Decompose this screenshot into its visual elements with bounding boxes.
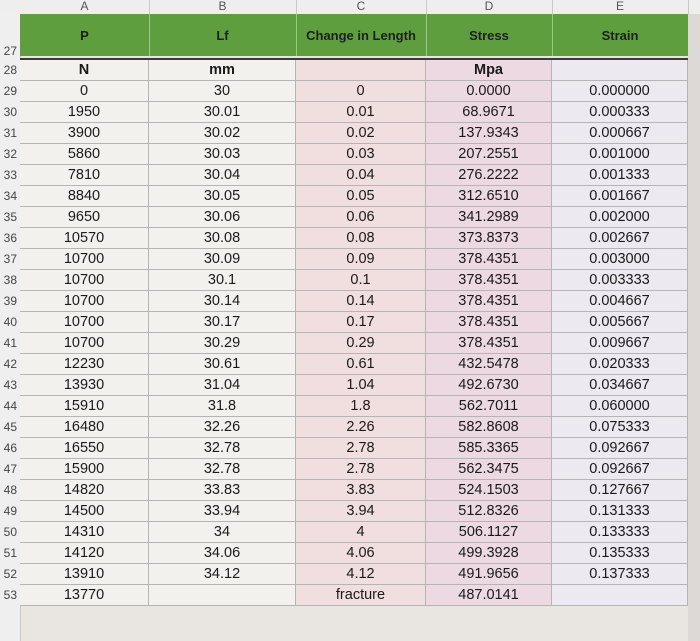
column-header-a[interactable]: A [20, 0, 150, 14]
row-number[interactable]: 34 [3, 189, 17, 203]
column-header-c[interactable]: C [296, 0, 427, 14]
row-number[interactable]: 33 [3, 168, 17, 182]
cell-d[interactable]: 582.8608 [426, 417, 552, 438]
row-number[interactable]: 42 [3, 357, 17, 371]
cell-b[interactable]: 30.09 [149, 249, 296, 270]
table-row [20, 144, 688, 165]
cell-c[interactable]: 2.78 [296, 459, 426, 480]
cell-a[interactable]: N [20, 60, 149, 81]
cell-c[interactable]: 4.12 [296, 564, 426, 585]
cell-a[interactable]: 13770 [20, 585, 149, 606]
cell-e[interactable]: 0.003333 [552, 270, 688, 291]
cell-d[interactable]: 524.1503 [426, 480, 552, 501]
cell-b[interactable]: 34.06 [149, 543, 296, 564]
cell-c[interactable]: 3.94 [296, 501, 426, 522]
row-number[interactable]: 44 [3, 399, 17, 413]
cell-d[interactable]: 137.9343 [426, 123, 552, 144]
cell-d[interactable]: 492.6730 [426, 375, 552, 396]
row-number[interactable]: 30 [3, 105, 17, 119]
cell-d[interactable]: 499.3928 [426, 543, 552, 564]
cell-e[interactable]: 0.075333 [552, 417, 688, 438]
table-row [20, 480, 688, 501]
cell-d[interactable]: 491.9656 [426, 564, 552, 585]
cell-d[interactable]: 373.8373 [426, 228, 552, 249]
cell-c[interactable]: 0.04 [296, 165, 426, 186]
cell-a[interactable]: 5860 [20, 144, 149, 165]
cell-c[interactable]: fracture [296, 585, 426, 606]
cell-b[interactable]: 30.01 [149, 102, 296, 123]
header-stress[interactable]: Stress [426, 14, 553, 56]
cell-c[interactable]: 4.06 [296, 543, 426, 564]
cell-d[interactable]: 487.0141 [426, 585, 552, 606]
row-number[interactable]: 27 [3, 44, 17, 58]
cell-b[interactable]: 31.04 [149, 375, 296, 396]
cell-b[interactable]: 34.12 [149, 564, 296, 585]
table-row [20, 291, 688, 312]
header-change-in-length[interactable]: Change in Length [296, 14, 427, 56]
table-row [20, 564, 688, 585]
header-lf[interactable]: Lf [149, 14, 297, 56]
cell-e[interactable]: 0.000000 [552, 81, 688, 102]
cell-a[interactable]: 0 [20, 81, 149, 102]
cell-b[interactable]: 30.04 [149, 165, 296, 186]
cell-d[interactable]: 506.1127 [426, 522, 552, 543]
cell-d[interactable]: Mpa [426, 60, 552, 81]
cell-e[interactable]: 0.005667 [552, 312, 688, 333]
row-number[interactable]: 43 [3, 378, 17, 392]
cell-e[interactable]: 0.002000 [552, 207, 688, 228]
row-number[interactable]: 39 [3, 294, 17, 308]
row-number[interactable]: 50 [3, 525, 17, 539]
cell-d[interactable]: 378.4351 [426, 291, 552, 312]
cell-e[interactable]: 0.092667 [552, 459, 688, 480]
cell-c[interactable]: 0.1 [296, 270, 426, 291]
cell-e[interactable] [552, 60, 688, 81]
table-row [20, 417, 688, 438]
cell-a[interactable]: 14500 [20, 501, 149, 522]
table-row [20, 396, 688, 417]
cell-b[interactable]: 34 [149, 522, 296, 543]
cell-e[interactable]: 0.020333 [552, 354, 688, 375]
cell-c[interactable] [296, 60, 426, 81]
cell-a[interactable]: 10700 [20, 312, 149, 333]
table-row [20, 102, 688, 123]
cell-b[interactable]: mm [149, 60, 296, 81]
cell-e[interactable]: 0.001000 [552, 144, 688, 165]
cell-b[interactable]: 30.03 [149, 144, 296, 165]
cell-c[interactable]: 0.03 [296, 144, 426, 165]
cell-b[interactable]: 33.83 [149, 480, 296, 501]
cell-a[interactable]: 1950 [20, 102, 149, 123]
cell-a[interactable]: 10570 [20, 228, 149, 249]
cell-a[interactable]: 3900 [20, 123, 149, 144]
cell-e[interactable]: 0.060000 [552, 396, 688, 417]
table-row [20, 375, 688, 396]
cell-e[interactable]: 0.001333 [552, 165, 688, 186]
cell-b[interactable]: 30.29 [149, 333, 296, 354]
cell-c[interactable]: 0.05 [296, 186, 426, 207]
cell-a[interactable]: 15910 [20, 396, 149, 417]
cell-a[interactable]: 10700 [20, 291, 149, 312]
cell-a[interactable]: 13910 [20, 564, 149, 585]
cell-a[interactable]: 10700 [20, 249, 149, 270]
cell-b[interactable]: 32.26 [149, 417, 296, 438]
cell-c[interactable]: 0.08 [296, 228, 426, 249]
cell-c[interactable]: 0.02 [296, 123, 426, 144]
cell-d[interactable]: 68.9671 [426, 102, 552, 123]
cell-c[interactable]: 0.06 [296, 207, 426, 228]
cell-b[interactable]: 32.78 [149, 438, 296, 459]
row-number[interactable]: 52 [3, 567, 17, 581]
cell-b[interactable]: 30.1 [149, 270, 296, 291]
row-number[interactable]: 48 [3, 483, 17, 497]
cell-a[interactable]: 14310 [20, 522, 149, 543]
cell-e[interactable] [552, 585, 688, 606]
cell-c[interactable]: 0.09 [296, 249, 426, 270]
cell-b[interactable]: 30.06 [149, 207, 296, 228]
cell-d[interactable]: 341.2989 [426, 207, 552, 228]
cell-d[interactable]: 378.4351 [426, 249, 552, 270]
cell-a[interactable]: 13930 [20, 375, 149, 396]
row-number[interactable]: 41 [3, 336, 17, 350]
table-row [20, 270, 688, 291]
cell-b[interactable]: 31.8 [149, 396, 296, 417]
cell-d[interactable]: 378.4351 [426, 333, 552, 354]
column-header-e[interactable]: E [552, 0, 689, 14]
row-number[interactable]: 51 [3, 546, 17, 560]
column-header-b[interactable]: B [149, 0, 297, 14]
cell-b[interactable]: 30.05 [149, 186, 296, 207]
table-row [20, 123, 688, 144]
cell-a[interactable]: 10700 [20, 333, 149, 354]
cell-c[interactable]: 1.8 [296, 396, 426, 417]
cell-e[interactable]: 0.002667 [552, 228, 688, 249]
row-number[interactable]: 53 [3, 588, 17, 602]
cell-b[interactable]: 33.94 [149, 501, 296, 522]
row-number[interactable]: 32 [3, 147, 17, 161]
cell-e[interactable]: 0.034667 [552, 375, 688, 396]
cell-c[interactable]: 4 [296, 522, 426, 543]
cell-c[interactable]: 0.14 [296, 291, 426, 312]
cell-e[interactable]: 0.004667 [552, 291, 688, 312]
row-number[interactable]: 49 [3, 504, 17, 518]
cell-e[interactable]: 0.092667 [552, 438, 688, 459]
table-row [20, 249, 688, 270]
cell-e[interactable]: 0.137333 [552, 564, 688, 585]
cell-c[interactable]: 0 [296, 81, 426, 102]
column-header-row [0, 0, 700, 15]
row-number[interactable]: 47 [3, 462, 17, 476]
cell-d[interactable]: 562.3475 [426, 459, 552, 480]
header-p[interactable]: P [20, 14, 150, 56]
cell-c[interactable]: 0.29 [296, 333, 426, 354]
cell-a[interactable]: 15900 [20, 459, 149, 480]
table-row [20, 501, 688, 522]
cell-b[interactable]: 32.78 [149, 459, 296, 480]
cell-d[interactable]: 276.2222 [426, 165, 552, 186]
table-row [20, 522, 688, 543]
cell-d[interactable]: 512.8326 [426, 501, 552, 522]
cell-b[interactable] [149, 585, 296, 606]
cell-c[interactable]: 0.61 [296, 354, 426, 375]
cell-e[interactable]: 0.000333 [552, 102, 688, 123]
cell-e[interactable]: 0.009667 [552, 333, 688, 354]
cell-b[interactable]: 30.14 [149, 291, 296, 312]
cell-a[interactable]: 9650 [20, 207, 149, 228]
cell-c[interactable]: 0.01 [296, 102, 426, 123]
cell-a[interactable]: 16550 [20, 438, 149, 459]
cell-c[interactable]: 2.78 [296, 438, 426, 459]
row-number[interactable]: 31 [3, 126, 17, 140]
cell-e[interactable]: 0.001667 [552, 186, 688, 207]
cell-a[interactable]: 7810 [20, 165, 149, 186]
table-row [20, 312, 688, 333]
cell-d[interactable]: 0.0000 [426, 81, 552, 102]
table-row [20, 81, 688, 102]
cell-c[interactable]: 0.17 [296, 312, 426, 333]
cell-d[interactable]: 207.2551 [426, 144, 552, 165]
cell-a[interactable]: 14120 [20, 543, 149, 564]
cell-d[interactable]: 378.4351 [426, 270, 552, 291]
table-row [20, 438, 688, 459]
row-number[interactable]: 28 [3, 63, 17, 77]
cell-b[interactable]: 30.08 [149, 228, 296, 249]
cell-d[interactable]: 585.3365 [426, 438, 552, 459]
cell-e[interactable]: 0.127667 [552, 480, 688, 501]
cell-a[interactable]: 10700 [20, 270, 149, 291]
row-number[interactable]: 36 [3, 231, 17, 245]
cell-d[interactable]: 562.7011 [426, 396, 552, 417]
table-row [20, 228, 688, 249]
cell-e[interactable]: 0.003000 [552, 249, 688, 270]
table-row [20, 186, 688, 207]
table-row [20, 543, 688, 564]
cell-d[interactable]: 312.6510 [426, 186, 552, 207]
table-row [20, 165, 688, 186]
cell-a[interactable]: 8840 [20, 186, 149, 207]
cell-b[interactable]: 30 [149, 81, 296, 102]
cell-e[interactable]: 0.133333 [552, 522, 688, 543]
row-number[interactable]: 37 [3, 252, 17, 266]
cell-b[interactable]: 30.02 [149, 123, 296, 144]
units-row [20, 60, 688, 81]
cell-b[interactable]: 30.17 [149, 312, 296, 333]
row-number[interactable]: 45 [3, 420, 17, 434]
cell-e[interactable]: 0.135333 [552, 543, 688, 564]
table-row [20, 459, 688, 480]
cell-c[interactable]: 2.26 [296, 417, 426, 438]
cell-c[interactable]: 3.83 [296, 480, 426, 501]
header-strain[interactable]: Strain [601, 28, 639, 43]
table-row [20, 585, 688, 606]
row-number[interactable]: 46 [3, 441, 17, 455]
cell-b[interactable]: 30.61 [149, 354, 296, 375]
cell-a[interactable]: 12230 [20, 354, 149, 375]
cell-d[interactable]: 378.4351 [426, 312, 552, 333]
cell-e[interactable]: 0.000667 [552, 123, 688, 144]
row-number[interactable]: 38 [3, 273, 17, 287]
table-row [20, 354, 688, 375]
row-number[interactable]: 29 [3, 84, 17, 98]
table-row [20, 207, 688, 228]
row-number[interactable]: 40 [3, 315, 17, 329]
column-header-d[interactable]: D [426, 0, 553, 14]
cell-e[interactable]: 0.131333 [552, 501, 688, 522]
cell-d[interactable]: 432.5478 [426, 354, 552, 375]
cell-a[interactable]: 14820 [20, 480, 149, 501]
row-number[interactable]: 35 [3, 210, 17, 224]
cell-a[interactable]: 16480 [20, 417, 149, 438]
table-row [20, 333, 688, 354]
cell-c[interactable]: 1.04 [296, 375, 426, 396]
sheet-edge [688, 14, 700, 641]
